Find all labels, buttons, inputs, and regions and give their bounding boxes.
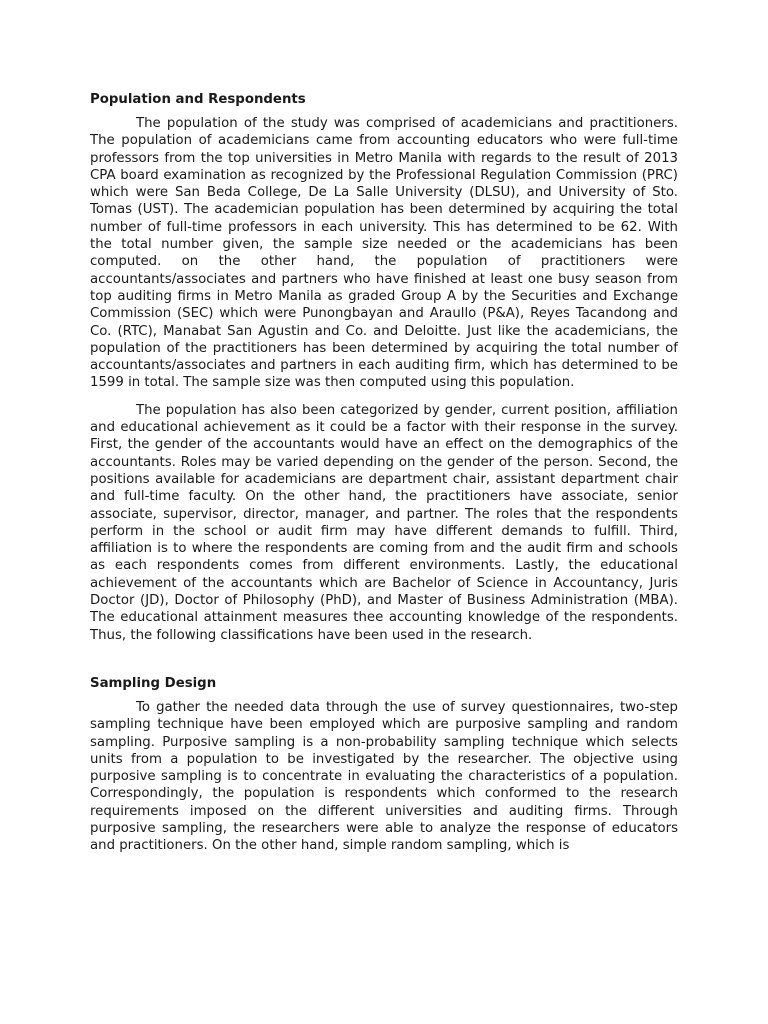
body-paragraph: The population has also been categorized by gender, current position, affiliation and educational achievement as it could be a factor with their response in the survey. First, the gender of the accountants would have an effect on the demographics of the accountants. Roles may be varied depending on the gender of the person. Second, the positions available for academicians are department chair, assistant department chair and full-time faculty. On the other hand, the practitioners have associate, senior associate, supervisor, director, manager, and partner. The roles that the respondents perform in the school or audit firm may have different demands to fulfill. Third, affiliation is to where the respondents are coming from and the audit firm and schools as each respondents comes from different environments. Lastly, the educational achievement of the accountants which are Bachelor of Science in Accountancy, Juris Doctor (JD), Doctor of Philosophy (PhD), and Master of Business Administration (MBA). The educational attainment measures thee accounting knowledge of the respondents. Thus, the following classifications have been used in the research. (90, 402, 678, 643)
section-sampling-design (90, 674, 678, 855)
section-population-and-respondents (90, 90, 678, 644)
document-page (90, 90, 678, 865)
section-heading: Sampling Design (90, 675, 217, 691)
body-paragraph: The population of the study was comprised of academicians and practitioners. The population of academicians came from accounting educators who were full-time professors from the top universities in Metro Manila with regards to the result of 2013 CPA board examination as recognized by the Professional Regulation Commission (PRC) which were San Beda College, De La Salle University (DLSU), and University of Sto. Tomas (UST). The academician population has been determined by acquiring the total number of full-time professors in each university. This has determined to be 62. With the total number given, the sample size needed or the academicians has been computed. on the other hand, the population of practitioners were accountants/associates and partners who have finished at least one busy season from top auditing firms in Metro Manila as graded Group A by the Securities and Exchange Commission (SEC) which were Punongbayan and Araullo (P&A), Reyes Tacandong and Co. (RTC), Manabat San Agustin and Co. and Deloitte. Just like the academicians, the population of the practitioners has been determined by acquiring the total number of accountants/associates and partners in each auditing firm, which has determined to be 1599 in total. The sample size was then computed using this population. (90, 116, 678, 391)
body-paragraph: To gather the needed data through the use of survey questionnaires, two-step sampling technique have been employed which are purposive sampling and random sampling. Purposive sampling is a non-probability sampling technique which selects units from a population to be investigated by the researcher. The objective using purposive sampling is to concentrate in evaluating the characteristics of a population. Correspondingly, the population is respondents which conformed to the research requirements imposed on the different universities and auditing firms. Through purposive sampling, the researchers were able to analyze the response of educators and practitioners. On the other hand, simple random sampling, which is (90, 699, 678, 854)
section-heading: Population and Respondents (90, 92, 306, 107)
